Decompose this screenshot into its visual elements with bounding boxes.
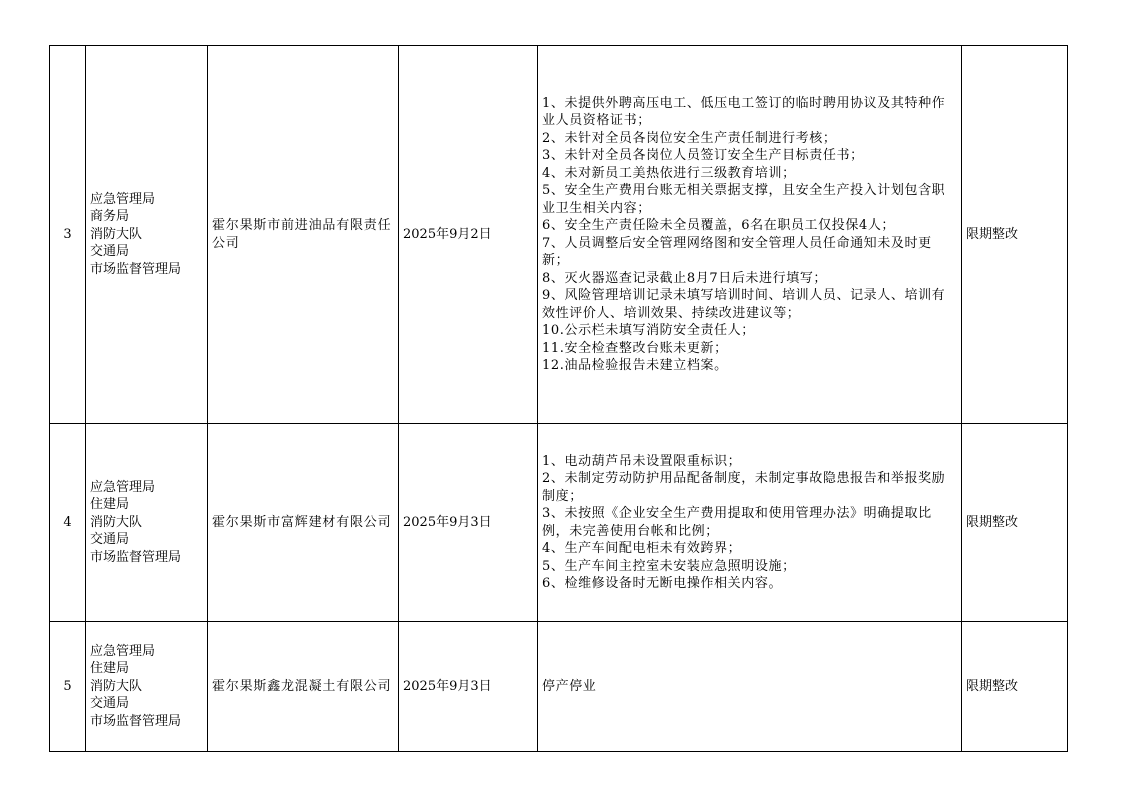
company-name: 霍尔果斯市富辉建材有限公司 (208, 424, 399, 622)
department: 应急管理局 (90, 191, 156, 207)
department: 应急管理局 (90, 643, 156, 659)
rectification-result: 限期整改 (962, 46, 1068, 424)
department: 市场监督管理局 (90, 549, 182, 565)
issue-item: 5、安全生产费用台账无相关票据支撑，且安全生产投入计划包含职业卫生相关内容； (542, 183, 946, 216)
issue-item: 6、安全生产责任险未全员覆盖，6名在职员工仅投保4人； (542, 218, 896, 233)
departments-cell (86, 424, 208, 622)
issue-item: 1、电动葫芦吊未设置限重标识； (542, 453, 742, 469)
issue-item: 3、未针对全员各岗位人员签订安全生产目标责任书； (542, 148, 864, 163)
department: 住建局 (90, 497, 130, 513)
department: 消防大队 (90, 226, 143, 242)
department: 消防大队 (90, 678, 143, 694)
department: 市场监督管理局 (90, 713, 182, 729)
issue-item: 3、未按照《企业安全生产费用提取和使用管理办法》明确提取比例，未完善使用台帐和比例； (542, 506, 932, 539)
issues-cell (538, 424, 962, 622)
department: 交通局 (90, 244, 130, 260)
issue-item: 12.油品检验报告未建立档案。 (542, 358, 728, 373)
department: 市场监督管理局 (90, 261, 182, 277)
inspection-date: 2025年9月3日 (399, 424, 538, 622)
department: 住建局 (90, 661, 130, 677)
issues-cell (538, 46, 962, 424)
table-row (50, 622, 1068, 752)
rectification-result: 限期整改 (962, 424, 1068, 622)
department: 应急管理局 (90, 479, 156, 495)
issue-item: 7、人员调整后安全管理网络图和安全管理人员任命通知未及时更新； (542, 235, 932, 268)
issue-item: 4、生产车间配电柜未有效跨界； (542, 541, 742, 556)
department: 消防大队 (90, 514, 143, 530)
row-number: 5 (50, 622, 86, 752)
departments-cell (86, 622, 208, 752)
issue-item: 4、未对新员工美热依进行三级教育培训； (542, 165, 796, 181)
departments-cell (86, 46, 208, 424)
row-number: 3 (50, 46, 86, 424)
issue-item: 2、未制定劳动防护用品配备制度，未制定事故隐患报告和举报奖励制度； (542, 471, 946, 504)
department: 交通局 (90, 532, 130, 548)
company-name: 霍尔果斯鑫龙混凝土有限公司 (208, 622, 399, 752)
issue-item: 10.公示栏未填写消防安全责任人； (542, 323, 755, 338)
table-row (50, 46, 1068, 424)
inspection-date: 2025年9月3日 (399, 622, 538, 752)
row-number: 4 (50, 424, 86, 622)
issue-item: 2、未针对全员各岗位安全生产责任制进行考核； (542, 130, 837, 146)
company-name: 霍尔果斯市前进油品有限责任公司 (208, 46, 399, 424)
issue-item: 9、风险管理培训记录未填写培训时间、培训人员、记录人、培训有效性评价人、培训效果、持续改进建议等； (542, 288, 946, 321)
department: 商务局 (90, 209, 130, 225)
issue-item: 5、生产车间主控室未安装应急照明设施； (542, 558, 796, 574)
issue-item: 11.安全检查整改台账未更新； (542, 340, 728, 356)
department: 交通局 (90, 696, 130, 712)
table-row (50, 424, 1068, 622)
issue-item: 8、灭火器巡查记录截止8月7日后未进行填写； (542, 270, 828, 286)
inspection-date: 2025年9月2日 (399, 46, 538, 424)
issues-cell (538, 622, 962, 752)
issue-item: 停产停业 (542, 678, 597, 694)
inspection-table (49, 45, 1068, 752)
rectification-result: 限期整改 (962, 622, 1068, 752)
issue-item: 1、未提供外聘高压电工、低压电工签订的临时聘用协议及其特种作业人员资格证书； (542, 95, 946, 128)
issue-item: 6、检维修设备时无断电操作相关内容。 (542, 576, 783, 591)
